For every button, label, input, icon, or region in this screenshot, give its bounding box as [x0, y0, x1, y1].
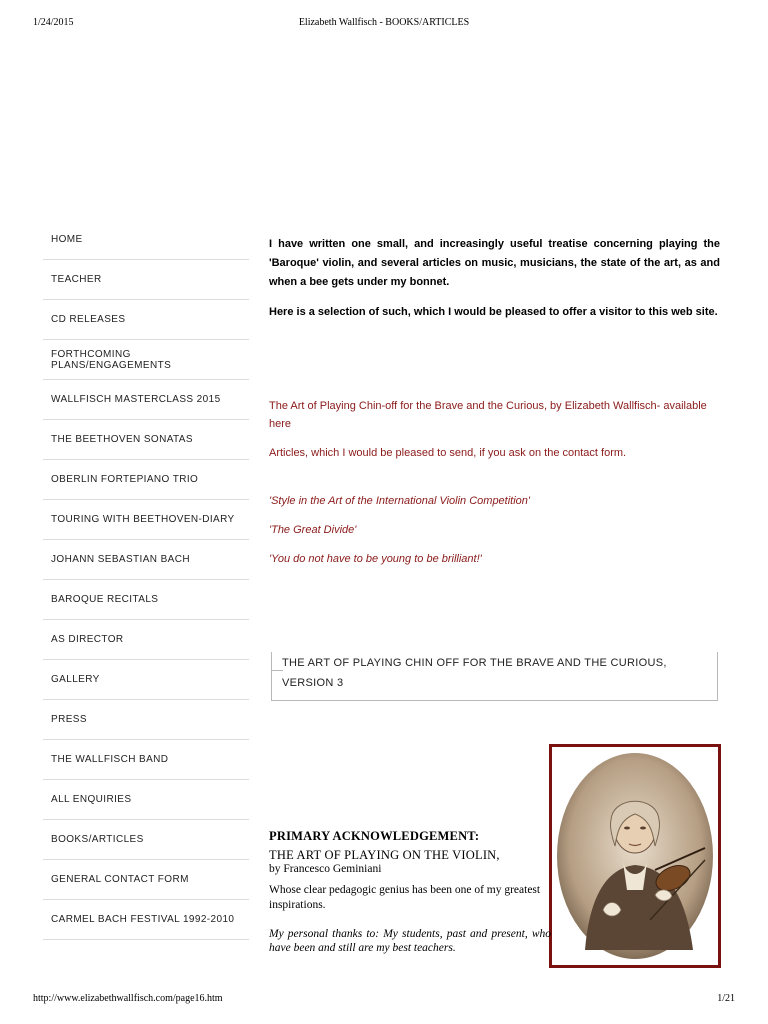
nav-item-gallery[interactable]: GALLERY — [43, 660, 249, 700]
acknowledgement-author: by Francesco Geminiani — [269, 863, 382, 875]
acknowledgement-genius: Whose clear pedagogic genius has been one of my greatest inspirations. — [269, 884, 541, 911]
treatise-link[interactable]: The Art of Playing Chin-off for the Brave and the Curious, by Elizabeth Wallfisch- available here — [269, 400, 707, 430]
article-link-style[interactable]: 'Style in the Art of the International Violin Competition' — [269, 495, 531, 507]
nav-item-baroque-recitals[interactable]: BAROQUE RECITALS — [43, 580, 249, 620]
acknowledgement-heading: PRIMARY ACKNOWLEDGEMENT: — [269, 829, 480, 843]
acknowledgement-thanks: My personal thanks to: My students, past and present, who have been and still are my best teachers. — [269, 928, 551, 954]
articles-section — [269, 397, 720, 579]
print-page-number: 1/21 — [717, 993, 735, 1004]
article-link-young-brilliant[interactable]: 'You do not have to be young to be brilliant!' — [269, 553, 482, 565]
nav-item-wallfisch-band[interactable]: THE WALLFISCH BAND — [43, 740, 249, 780]
version-title — [282, 653, 702, 693]
nav-item-oberlin-trio[interactable]: OBERLIN FORTEPIANO TRIO — [43, 460, 249, 500]
nav-item-as-director[interactable]: AS DIRECTOR — [43, 620, 249, 660]
violinist-portrait-image — [555, 750, 715, 962]
intro-text — [269, 235, 720, 333]
version-title-line2: VERSION 3 — [282, 677, 344, 689]
intro-paragraph-1: I have written one small, and increasingly useful treatise concerning playing the 'Baroque' violin, and several articles on music, musicians, the state of the art, as and when a bee gets under my bonnet. — [269, 238, 720, 288]
nav-item-masterclass-2015[interactable]: WALLFISCH MASTERCLASS 2015 — [43, 380, 249, 420]
nav-item-cd-releases[interactable]: CD RELEASES — [43, 300, 249, 340]
portrait-frame — [549, 744, 721, 968]
nav-item-touring-beethoven[interactable]: TOURING WITH BEETHOVEN-DIARY — [43, 500, 249, 540]
nav-item-teacher[interactable]: TEACHER — [43, 260, 249, 300]
nav-item-beethoven-sonatas[interactable]: THE BEETHOVEN SONATAS — [43, 420, 249, 460]
version-title-line1: THE ART OF PLAYING CHIN OFF FOR THE BRAVE AND THE CURIOUS, — [282, 657, 667, 669]
articles-note: Articles, which I would be pleased to send, if you ask on the contact form. — [269, 447, 627, 459]
nav-item-home[interactable]: HOME — [43, 220, 249, 260]
print-url: http://www.elizabethwallfisch.com/page16.htm — [33, 993, 223, 1004]
nav-item-press[interactable]: PRESS — [43, 700, 249, 740]
nav-item-forthcoming-plans[interactable]: FORTHCOMING PLANS/ENGAGEMENTS — [43, 340, 249, 380]
acknowledgement-section — [269, 829, 551, 955]
article-link-great-divide[interactable]: 'The Great Divide' — [269, 524, 357, 536]
nav-item-all-enquiries[interactable]: ALL ENQUIRIES — [43, 780, 249, 820]
nav-item-carmel-bach[interactable]: CARMEL BACH FESTIVAL 1992-2010 — [43, 900, 249, 940]
sidebar-nav — [43, 220, 249, 940]
acknowledgement-book-title: THE ART OF PLAYING ON THE VIOLIN, — [269, 848, 500, 862]
nav-item-contact-form[interactable]: GENERAL CONTACT FORM — [43, 860, 249, 900]
intro-paragraph-2: Here is a selection of such, which I would be pleased to offer a visitor to this web site. — [269, 306, 718, 318]
print-date: 1/24/2015 — [33, 17, 74, 28]
nav-item-bach[interactable]: JOHANN SEBASTIAN BACH — [43, 540, 249, 580]
nav-item-books-articles[interactable]: BOOKS/ARTICLES — [43, 820, 249, 860]
print-title: Elizabeth Wallfisch - BOOKS/ARTICLES — [298, 17, 470, 28]
